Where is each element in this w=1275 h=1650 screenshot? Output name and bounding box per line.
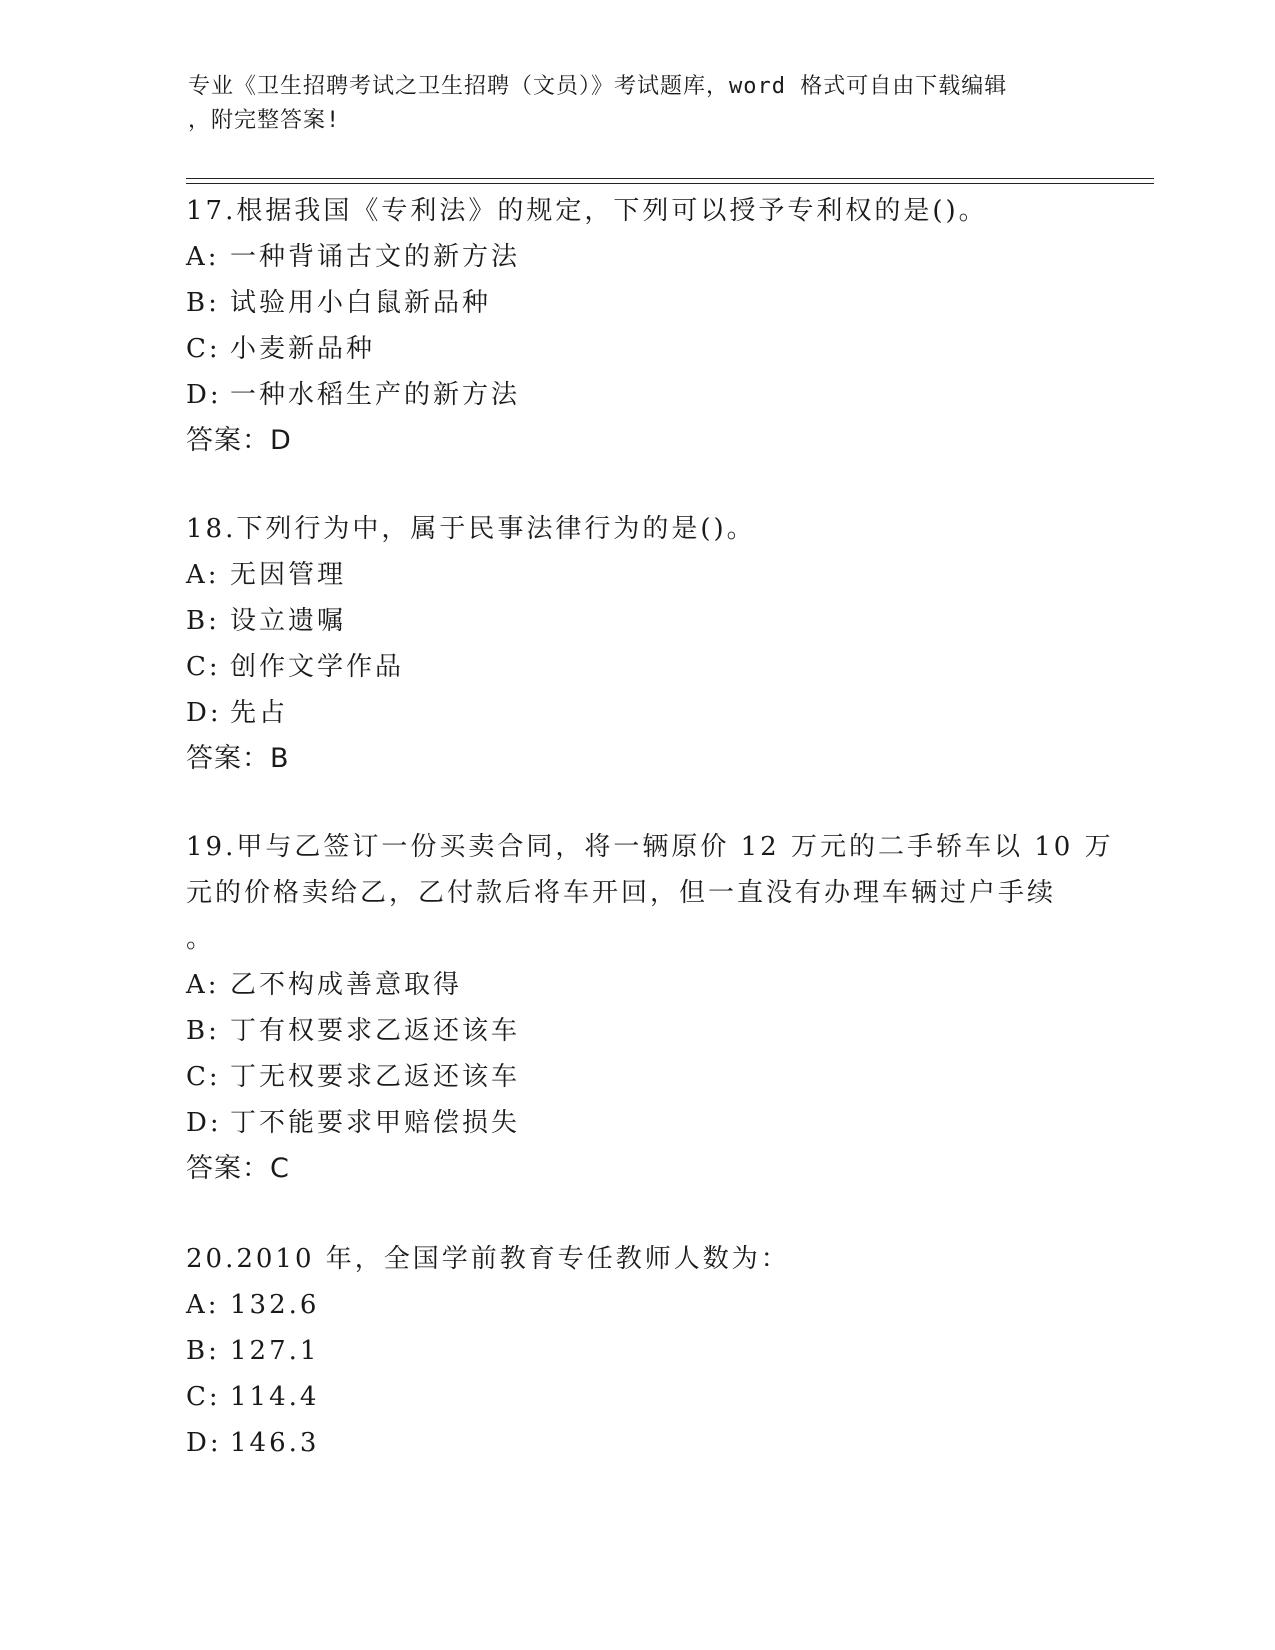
- option-c: [186, 326, 1086, 372]
- option-text: 丁有权要求乙返还该车: [230, 1016, 521, 1046]
- option-text: 132.6: [230, 1290, 320, 1320]
- option-d: [186, 1420, 1086, 1466]
- option-a: [186, 234, 1086, 280]
- question-19: [186, 824, 1114, 1192]
- option-key: B:: [186, 1336, 220, 1366]
- question-17: [186, 188, 1086, 464]
- option-a: [186, 962, 1086, 1008]
- option-key: B:: [186, 288, 220, 318]
- question-20: [186, 1236, 1086, 1466]
- option-key: A:: [186, 1290, 220, 1320]
- option-key: C:: [186, 652, 221, 682]
- option-text: 丁不能要求甲赔偿损失: [230, 1108, 521, 1138]
- option-key: D:: [186, 380, 222, 410]
- answer-line: 答案：B: [186, 743, 290, 774]
- option-b: [186, 1328, 1086, 1374]
- option-key: A:: [186, 242, 220, 272]
- question-text: 17.根据我国《专利法》的规定，下列可以授予专利权的是()。: [186, 196, 988, 226]
- option-c: [186, 644, 1086, 690]
- option-key: A:: [186, 970, 220, 1000]
- question-text: 18.下列行为中，属于民事法律行为的是()。: [186, 514, 756, 544]
- option-key: D:: [186, 1108, 222, 1138]
- option-text: 127.1: [230, 1336, 320, 1366]
- option-text: 试验用小白鼠新品种: [230, 288, 492, 318]
- option-text: 小麦新品种: [230, 334, 376, 364]
- question-text: 元的价格卖给乙，乙付款后将车开回，但一直没有办理车辆过户手续: [186, 878, 1057, 908]
- option-text: 乙不构成善意取得: [230, 970, 463, 1000]
- header-line: ，附完整答案!: [188, 108, 341, 133]
- option-text: 无因管理: [230, 560, 347, 590]
- option-c: [186, 1374, 1086, 1420]
- option-key: A:: [186, 560, 220, 590]
- option-b: [186, 1008, 1086, 1054]
- question-text: 。: [186, 924, 216, 954]
- option-key: C:: [186, 334, 221, 364]
- option-d: [186, 372, 1086, 418]
- option-d: [186, 690, 1086, 736]
- option-key: D:: [186, 698, 222, 728]
- option-key: D:: [186, 1428, 222, 1458]
- option-key: B:: [186, 606, 220, 636]
- option-text: 一种水稻生产的新方法: [230, 380, 521, 410]
- option-key: C:: [186, 1062, 221, 1092]
- question-18: [186, 506, 1086, 782]
- header-divider: [186, 178, 1154, 179]
- option-b: [186, 598, 1086, 644]
- option-text: 创作文学作品: [230, 652, 405, 682]
- option-key: B:: [186, 1016, 220, 1046]
- question-text: 20.2010 年，全国学前教育专任教师人数为：: [186, 1244, 790, 1274]
- answer-line: 答案：D: [186, 425, 292, 456]
- option-b: [186, 280, 1086, 326]
- option-d: [186, 1100, 1086, 1146]
- option-text: 146.3: [230, 1428, 320, 1458]
- option-text: 丁无权要求乙返还该车: [230, 1062, 521, 1092]
- question-text: 19.甲与乙签订一份买卖合同，将一辆原价 12 万元的二手轿车以 10 万: [186, 832, 1114, 862]
- header-divider: [186, 183, 1154, 184]
- option-c: [186, 1054, 1086, 1100]
- document-header: [188, 70, 1068, 138]
- option-key: C:: [186, 1382, 221, 1412]
- header-line: 专业《卫生招聘考试之卫生招聘（文员）》考试题库，word 格式可自由下载编辑: [188, 74, 1008, 99]
- answer-line: 答案：C: [186, 1153, 290, 1184]
- option-text: 一种背诵古文的新方法: [230, 242, 521, 272]
- option-text: 114.4: [230, 1382, 320, 1412]
- option-a: [186, 1282, 1086, 1328]
- option-text: 设立遗嘱: [230, 606, 347, 636]
- option-a: [186, 552, 1086, 598]
- option-text: 先占: [230, 698, 289, 728]
